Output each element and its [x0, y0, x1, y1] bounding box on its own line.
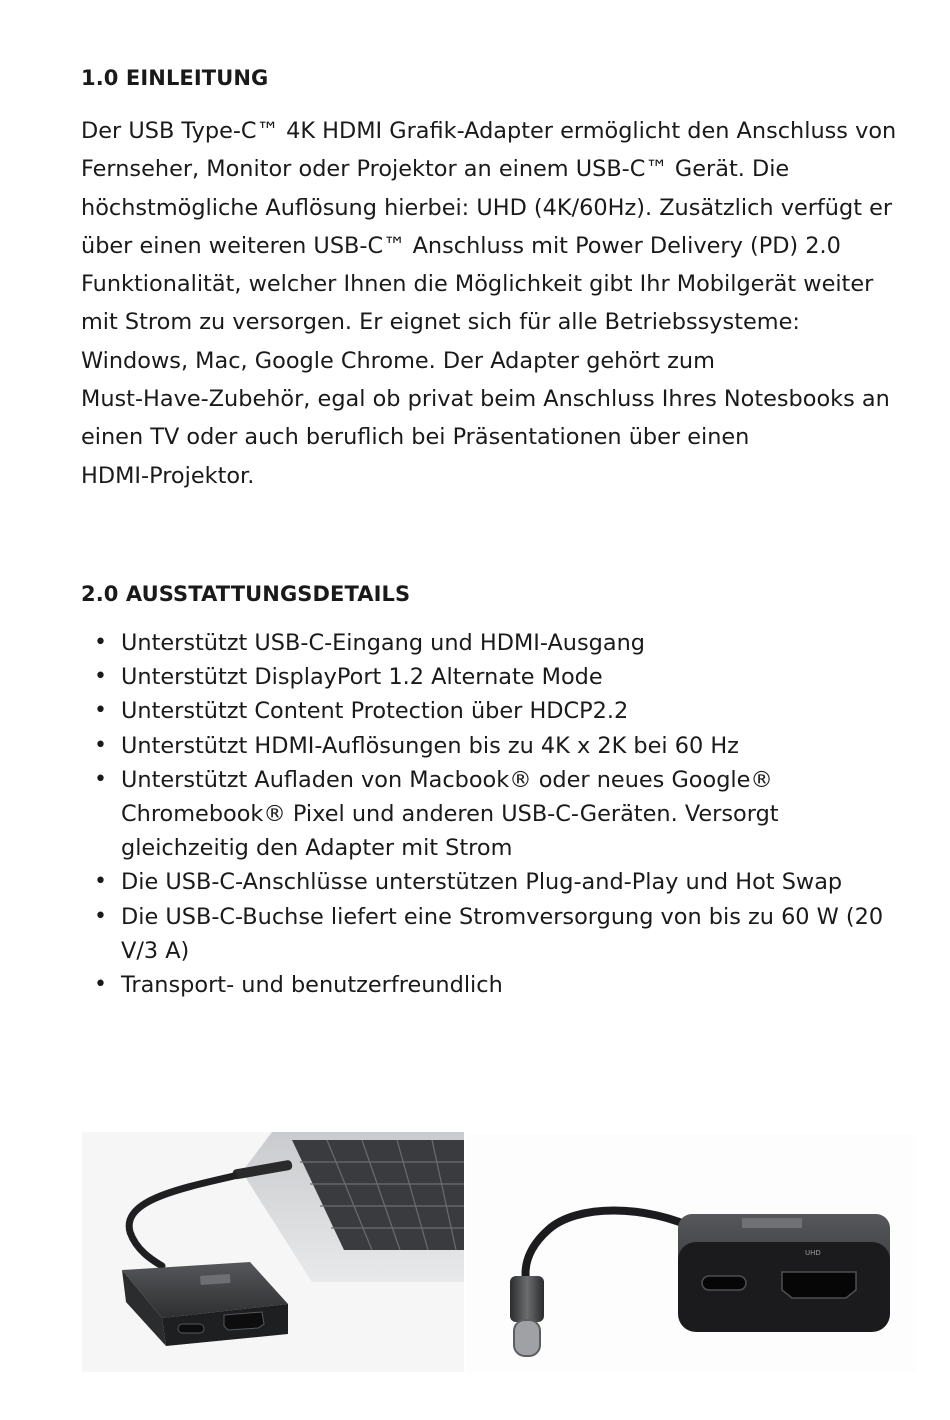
- list-item: [81, 900, 884, 968]
- list-item-text: • Die USB-C-Anschlüsse unterstützen Plug-and-Play und Hot Swap: [121, 869, 843, 896]
- list-item-text: V/3 A): [121, 937, 190, 964]
- list-item: [81, 660, 871, 694]
- list-item: [81, 729, 871, 763]
- list-item-text: • Unterstützt HDMI-Auflösungen bis zu 4K x 2K bei 60 Hz: [121, 732, 739, 759]
- list-item: [81, 763, 871, 866]
- list-item-text: • Die USB-C-Buchse liefert eine Stromversorgung von bis zu 60 W (20: [121, 903, 884, 930]
- feature-list: [81, 626, 884, 1002]
- intro-line: Windows, Mac, Google Chrome. Der Adapter gehört zum: [81, 347, 715, 374]
- hdmi-port-label: UHD: [805, 1249, 821, 1257]
- list-item: [81, 626, 871, 660]
- section-title-features: 2.0 AUSSTATTUNGSDETAILS: [81, 582, 411, 606]
- intro-line: höchstmögliche Auflösung hierbei: UHD (4K/60Hz). Zusätzlich verfügt er: [81, 194, 893, 221]
- intro-line: Fernseher, Monitor oder Projektor an einem USB-C™ Gerät. Die: [81, 156, 790, 183]
- list-item: [81, 865, 871, 899]
- list-item-text: gleichzeitig den Adapter mit Strom: [121, 835, 513, 862]
- intro-line: über einen weiteren USB-C™ Anschluss mit Power Delivery (PD) 2.0: [81, 232, 841, 259]
- intro-line: Must-Have-Zubehör, egal ob privat beim Anschluss Ihres Notesbooks an: [81, 386, 890, 413]
- hdmi-port-icon: [782, 1272, 856, 1298]
- section-title-introduction: 1.0 EINLEITUNG: [81, 66, 269, 90]
- usb-c-port-icon: [702, 1276, 746, 1290]
- adapter-cable: [526, 1211, 698, 1281]
- product-photo-adapter: [466, 1134, 916, 1372]
- usb-c-port-icon: [178, 1324, 204, 1333]
- hdmi-port-icon: [224, 1312, 264, 1330]
- list-item-text: • Unterstützt USB-C-Eingang und HDMI-Ausgang: [121, 630, 645, 656]
- adapter-with-laptop-illustration: [82, 1132, 464, 1372]
- list-item: [81, 968, 871, 1002]
- list-item-text: • Unterstützt Aufladen von Macbook® oder neues Google®: [121, 766, 773, 793]
- adapter-cable: [129, 1176, 234, 1266]
- list-item-text: • Unterstützt Content Protection über HDCP2.2: [121, 698, 629, 725]
- list-item-text: • Transport- und benutzerfreundlich: [121, 972, 503, 999]
- list-item-text: • Unterstützt DisplayPort 1.2 Alternate Mode: [121, 664, 603, 691]
- intro-line: HDMI-Projektor.: [81, 462, 255, 489]
- intro-line: einen TV oder auch beruflich bei Präsentationen über einen: [81, 424, 750, 451]
- adapter-closeup-illustration: [466, 1134, 916, 1372]
- list-item: [81, 694, 871, 728]
- product-photo-laptop: [82, 1132, 464, 1372]
- intro-line: Der USB Type-C™ 4K HDMI Grafik-Adapter ermöglicht den Anschluss von: [81, 118, 897, 144]
- intro-line: Funktionalität, welcher Ihnen die Möglichkeit gibt Ihr Mobilgerät weiter: [81, 271, 874, 298]
- usb-c-connector: [514, 1320, 540, 1356]
- list-item-text: Chromebook® Pixel und anderen USB-C-Geräten. Versorgt: [121, 801, 779, 828]
- intro-paragraph: [81, 112, 897, 495]
- intro-line: mit Strom zu versorgen. Er eignet sich für alle Betriebssysteme:: [81, 309, 800, 336]
- digitus-logo: [742, 1218, 802, 1228]
